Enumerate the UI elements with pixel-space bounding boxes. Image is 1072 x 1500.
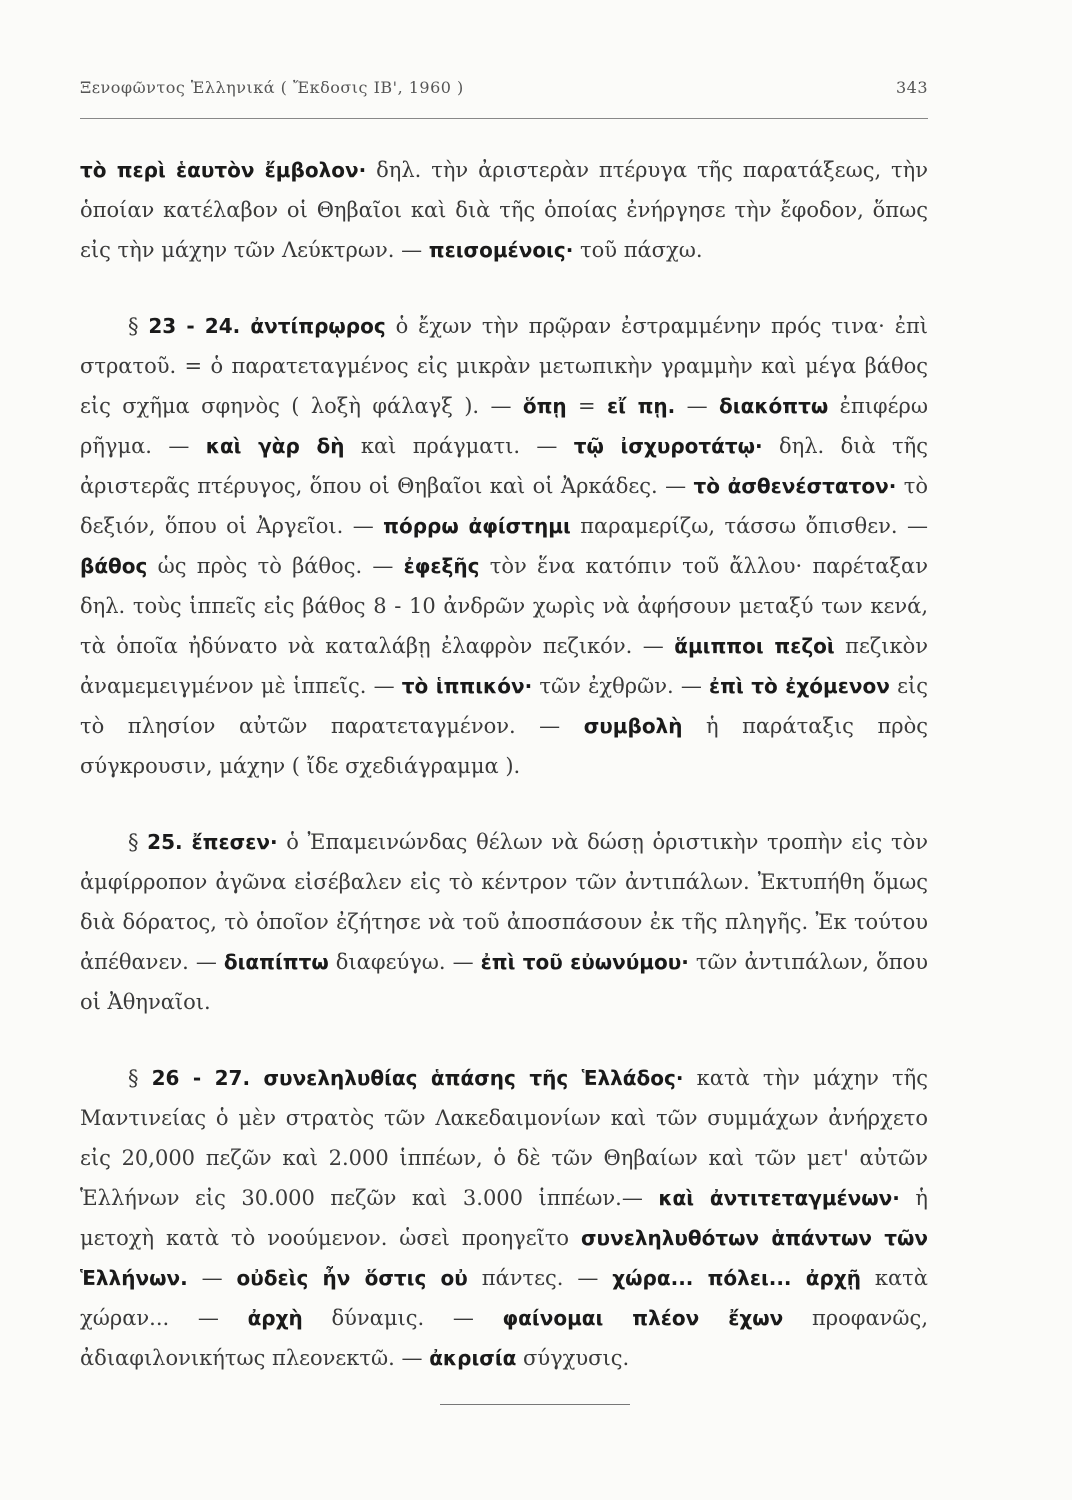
bold-lemma: διακόπτω	[719, 394, 829, 418]
gloss-text: καὶ πράγματι. —	[344, 434, 574, 458]
bold-lemma: οὐδεὶς ἦν ὅστις οὐ	[236, 1266, 468, 1290]
bold-lemma: ἀκρισία	[429, 1346, 517, 1370]
paragraph-section-25	[80, 822, 928, 1022]
gloss-text: τῶν ἐχθρῶν. —	[532, 674, 710, 698]
gloss-text: διαφεύγω. —	[328, 950, 481, 974]
bold-lemma: βάθος	[80, 554, 148, 578]
bold-lemma: ἅμιπποι πεζοὶ	[674, 634, 835, 658]
bold-lemma: 26 - 27. συνεληλυθίας ἁπάσης τῆς Ἑλλάδος·	[151, 1066, 684, 1090]
bold-lemma: χώρα... πόλει... ἀρχῇ	[612, 1266, 861, 1290]
bold-lemma: ἐφεξῆς	[403, 554, 480, 578]
gloss-text: σύγχυσις.	[516, 1346, 630, 1370]
paragraph-section-26-27	[80, 1058, 928, 1378]
gloss-text: τὸ δεξιόν, ὅπου οἱ Ἀργεῖοι. —	[80, 474, 929, 538]
bold-lemma: τὸ ἀσθενέστατον·	[693, 474, 897, 498]
gloss-text: πεζικὸν ἀναμεμειγμένον μὲ ἱππεῖς. —	[80, 634, 928, 698]
paragraph-section-23-24	[80, 306, 928, 786]
page-number: 343	[895, 78, 928, 97]
bold-lemma: ἐπὶ τὸ ἐχόμενον	[709, 674, 890, 698]
bold-lemma: τὸ ἱππικόν·	[401, 674, 533, 698]
gloss-text: δηλ. τὴν ἀριστερὰν πτέρυγα τῆς παρατάξεως, τὴν ὁποίαν κατέλαβον οἱ Θηβαῖοι καὶ διὰ τῆς ὁποίας ἐνήργησε τὴν ἔφοδον, ὅπως εἰς τὴν μάχην τῶν Λεύκτρων. —	[80, 158, 928, 262]
end-rule	[440, 1404, 630, 1405]
gloss-text: ὁ ἔχων τὴν πρῷραν ἐστραμμένην πρός τινα· ἐπὶ στρατοῦ. = ὁ παρατεταγμένος εἰς μικρὰν μετωπικὴν γραμμὴν καὶ μέγα βάθος εἰς σχῆμα σφηνὸς ( λοξὴ φάλαγξ ). —	[80, 314, 928, 418]
gloss-text: §	[128, 1066, 152, 1090]
gloss-text: πάντες. —	[467, 1266, 613, 1290]
bold-lemma: ὅπῃ	[522, 394, 567, 418]
bold-lemma: συμβολὴ	[583, 714, 683, 738]
bold-lemma: πόρρω ἀφίστημι	[383, 514, 571, 538]
bold-lemma: πεισομένοις·	[428, 238, 574, 262]
running-header	[80, 78, 928, 97]
bold-lemma: ἀρχὴ	[247, 1306, 303, 1330]
gloss-text: ὁ Ἐπαμεινώνδας θέλων νὰ δώσῃ ὁριστικὴν τροπὴν εἰς τὸν ἀμφίρροπον ἀγῶνα εἰσέβαλεν εἰς τὸ κέντρον τῶν ἀντιπάλων. Ἐκτυπήθη ὅμως διὰ δόρατος, τὸ ὁποῖον ἐζήτησε νὰ τοῦ ἀποσπάσουν ἐκ τῆς πληγῆς. Ἐκ τούτου ἀπέθανεν. —	[80, 830, 928, 974]
header-rule	[80, 118, 928, 119]
bold-lemma: διαπίπτω	[223, 950, 329, 974]
gloss-text: παραμερίζω, τάσσω ὄπισθεν. —	[570, 514, 928, 538]
bold-lemma: φαίνομαι πλέον ἔχων	[502, 1306, 784, 1330]
bold-lemma: εἴ πῃ.	[607, 394, 676, 418]
gloss-text: κατὰ χώραν... —	[80, 1266, 928, 1330]
gloss-text: ἡ παράταξις πρὸς σύγκρουσιν, μάχην ( ἴδε σχεδιάγραμμα ).	[80, 714, 929, 778]
gloss-text: §	[128, 314, 149, 338]
commentary-body	[80, 150, 928, 1378]
running-title: Ξενοφῶντος Ἑλληνικά ( Ἔκδοσις ΙΒ', 1960 )	[80, 78, 464, 97]
bold-lemma: καὶ ἀντιτεταγμένων·	[658, 1186, 900, 1210]
gloss-text: εἰς τὸ πλησίον αὐτῶν παρατεταγμένον. —	[80, 674, 928, 738]
gloss-text: =	[566, 394, 608, 418]
gloss-text: τὸν ἕνα κατόπιν τοῦ ἄλλου· παρέταξαν δηλ. τοὺς ἱππεῖς εἰς βάθος 8 - 10 ἀνδρῶν χωρὶς νὰ ἀφήσουν μεταξύ των κενά, τὰ ὁποῖα ἠδύνατο νὰ καταλάβῃ ἐλαφρὸν πεζικόν. —	[80, 554, 928, 658]
bold-lemma: 23 - 24. ἀντίπρῳρος	[148, 314, 386, 338]
gloss-text: —	[187, 1266, 237, 1290]
gloss-text: ἡ μετοχὴ κατὰ τὸ νοούμενον. ὡσεὶ προηγεῖτο	[80, 1186, 928, 1250]
gloss-text: ὡς πρὸς τὸ βάθος. —	[147, 554, 404, 578]
bold-lemma: συνεληλυθότων ἁπάντων τῶν Ἑλλήνων.	[80, 1226, 928, 1290]
bold-lemma: 25. ἔπεσεν·	[147, 830, 278, 854]
bold-lemma: καὶ γὰρ δὴ	[205, 434, 345, 458]
gloss-text: προφανῶς, ἀδιαφιλονικήτως πλεονεκτῶ. —	[80, 1306, 928, 1370]
gloss-text: τοῦ πάσχω.	[573, 238, 703, 262]
gloss-text: —	[675, 394, 720, 418]
bold-lemma: τῷ ἰσχυροτάτῳ·	[573, 434, 763, 458]
gloss-text: §	[128, 830, 148, 854]
gloss-text: δηλ. διὰ τῆς ἀριστερᾶς πτέρυγος, ὅπου οἱ Θηβαῖοι καὶ οἱ Ἀρκάδες. —	[80, 434, 928, 498]
gloss-text: ἐπιφέρω ρῆγμα. —	[80, 394, 928, 458]
bold-lemma: τὸ περὶ ἑαυτὸν ἔμβολον·	[80, 158, 367, 182]
gloss-text: τῶν ἀντιπάλων, ὅπου οἱ Ἀθηναῖοι.	[80, 950, 929, 1014]
gloss-text: δύναμις. —	[302, 1306, 503, 1330]
gloss-text: κατὰ τὴν μάχην τῆς Μαντινείας ὁ μὲν στρατὸς τῶν Λακεδαιμονίων καὶ τῶν συμμάχων ἀνήρχετο εἰς 20,000 πεζῶν καὶ 2.000 ἱππέων, ὁ δὲ τῶν Θηβαίων καὶ τῶν μετ' αὐτῶν Ἑλλήνων εἰς 30.000 πεζῶν καὶ 3.000 ἱππέων.—	[80, 1066, 928, 1210]
paragraph-1	[80, 150, 928, 270]
bold-lemma: ἐπὶ τοῦ εὐωνύμου·	[480, 950, 689, 974]
